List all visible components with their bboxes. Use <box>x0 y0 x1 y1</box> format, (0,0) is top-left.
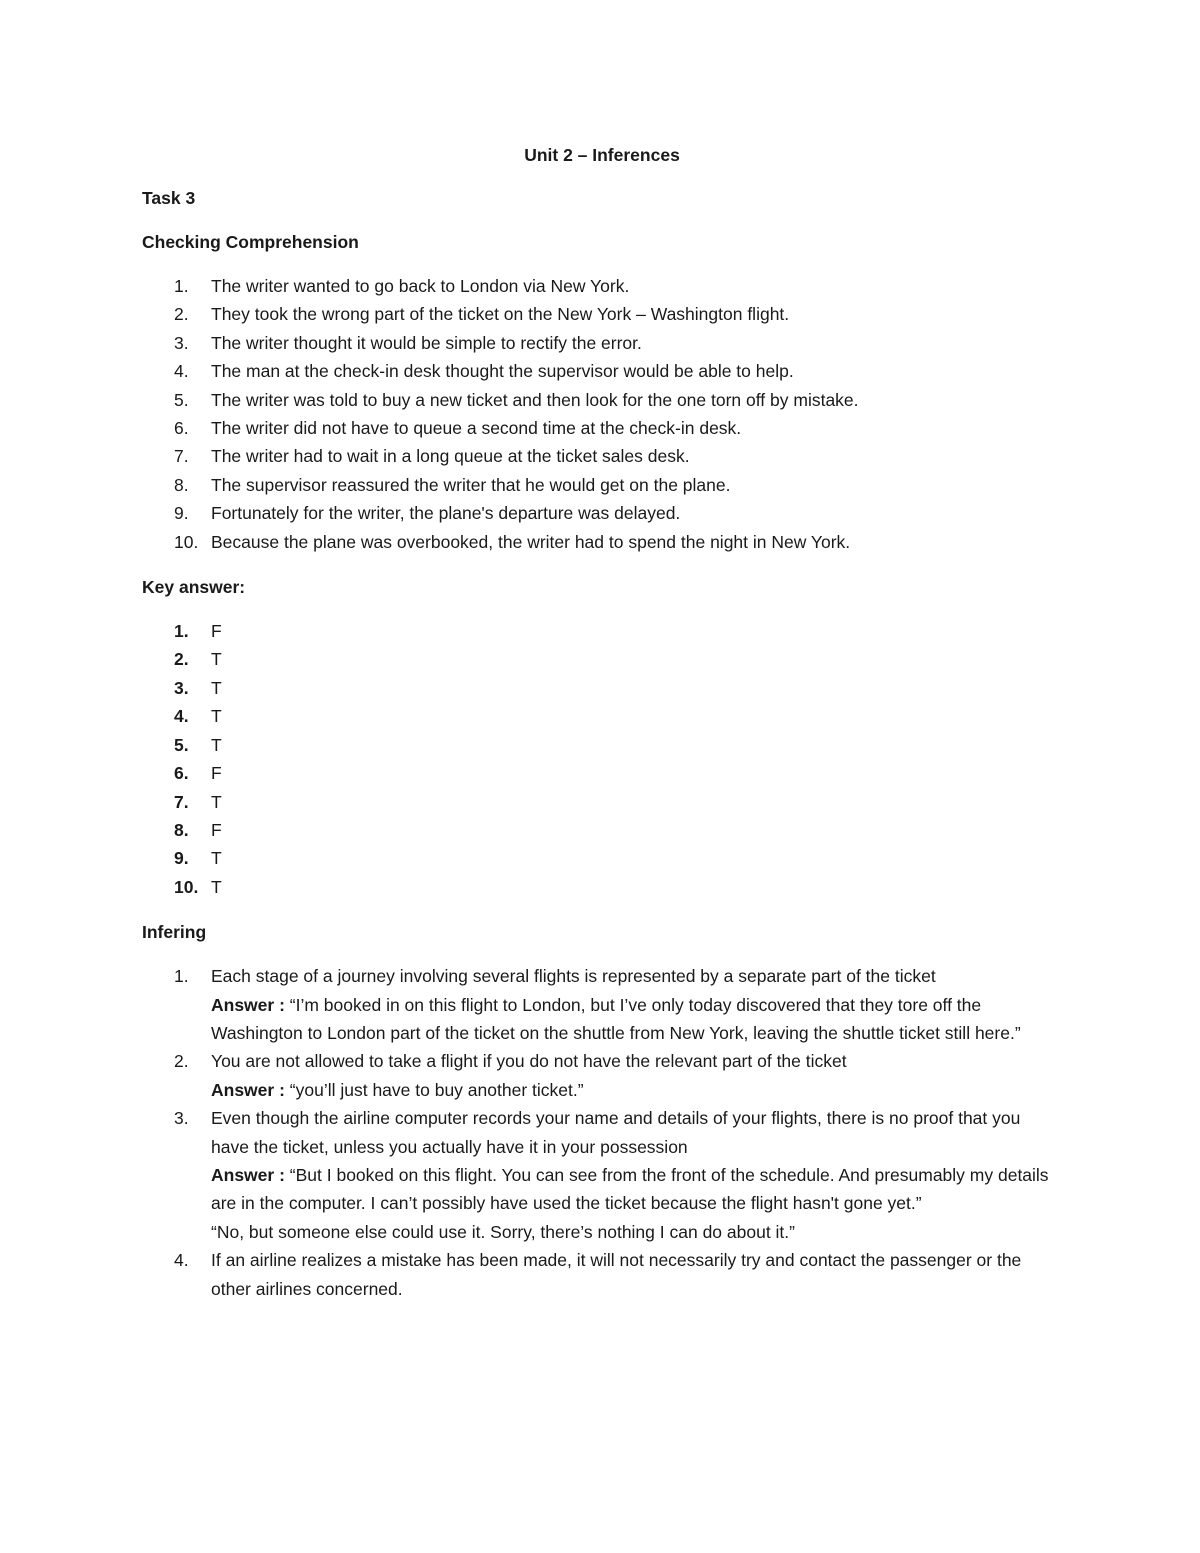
infer-statement: You are not allowed to take a flight if you do not have the relevant part of the ticket <box>211 1051 847 1072</box>
infer-answer: Answer : “I’m booked in on this flight to London, but I’ve only today discovered that they tore off the Washington to London part of the ticket on the shuttle from New York, leaving the shuttle ticket still here.” <box>211 994 1021 1043</box>
list-item: 8. The supervisor reassured the writer that he would get on the plane. <box>174 474 731 495</box>
key-answer-heading: Key answer: <box>142 577 246 598</box>
list-item: 2. T <box>174 649 222 670</box>
answer-label: Answer : <box>211 1164 285 1185</box>
list-item: 5. The writer was told to buy a new ticket and then look for the one torn off by mistake. <box>174 389 859 410</box>
list-item: 3. T <box>174 677 222 698</box>
list-item: 1. F <box>174 621 222 642</box>
list-item: 4. T <box>174 706 222 727</box>
infer-answer-extra: “No, but someone else could use it. Sorry, there’s nothing I can do about it.” <box>211 1221 795 1242</box>
answer-label: Answer : <box>211 994 285 1015</box>
list-item: 1. Each stage of a journey involving several flights is represented by a separate part of the ticket Answer : “I’m booked in on this flight to London, but I’ve only today discovered that they tore off the Washington to London part of the ticket on the shuttle from New York, leaving the shuttle ticket still here.” <box>142 962 1062 1047</box>
infer-answer: Answer : “you’ll just have to buy another ticket.” <box>211 1079 584 1100</box>
answer-label: Answer : <box>211 1079 285 1100</box>
list-item: 8. F <box>174 819 222 840</box>
list-item: 1. The writer wanted to go back to London via New York. <box>174 276 630 296</box>
list-item: 2. You are not allowed to take a flight if you do not have the relevant part of the ticket Answer : “you’ll just have to buy another ticket.” <box>142 1047 1062 1104</box>
document-title: Unit 2 – Inferences <box>524 145 680 165</box>
list-item: 4. The man at the check-in desk thought the supervisor would be able to help. <box>174 361 794 382</box>
list-item: 6. The writer did not have to queue a second time at the check-in desk. <box>174 418 742 439</box>
infer-statement: If an airline realizes a mistake has been made, it will not necessarily try and contact the passenger or the other airlines concerned. <box>211 1250 1022 1299</box>
list-item: 10. T <box>174 876 222 897</box>
list-item: 7. T <box>174 791 222 812</box>
infering-heading: Infering <box>142 922 207 943</box>
list-item: 7. The writer had to wait in a long queue at the ticket sales desk. <box>174 446 690 467</box>
list-item: 3. The writer thought it would be simple to rectify the error. <box>174 332 642 353</box>
infer-statement: Even though the airline computer records your name and details of your flights, there is no proof that you have the ticket, unless you actually have it in your possession <box>211 1108 1021 1157</box>
list-item: 6. F <box>174 763 222 784</box>
comprehension-list <box>142 272 1062 556</box>
list-item: 10. Because the plane was overbooked, the writer had to spend the night in New York. <box>174 531 851 552</box>
infering-list <box>142 962 1062 1303</box>
infer-statement: Each stage of a journey involving several flights is represented by a separate part of the ticket <box>211 966 936 987</box>
list-item: 9. Fortunately for the writer, the plane's departure was delayed. <box>174 503 681 524</box>
list-item: 4. If an airline realizes a mistake has been made, it will not necessarily try and contact the passenger or the other airlines concerned. <box>142 1246 1062 1303</box>
key-answer-list <box>142 617 1062 901</box>
list-item: 2. They took the wrong part of the ticket on the New York – Washington flight. <box>174 304 790 325</box>
comprehension-heading: Checking Comprehension <box>142 232 359 252</box>
document-content <box>142 140 1062 1303</box>
task-heading: Task 3 <box>142 188 196 208</box>
list-item: 9. T <box>174 848 222 869</box>
list-item: 3. Even though the airline computer records your name and details of your flights, there is no proof that you have the ticket, unless you actually have it in your possession Answer : “But I booked on this flight. You can see from the front of the schedule. And presumably my details are in the computer. I can’t possibly have used the ticket because the flight hasn't gone yet.” “No, but someone else could use it. Sorry, there’s nothing I can do about it.” <box>142 1104 1062 1246</box>
list-item: 5. T <box>174 734 222 755</box>
infer-answer: Answer : “But I booked on this flight. You can see from the front of the schedule. And presumably my details are in the computer. I can’t possibly have used the ticket because the flight hasn't gone yet.” <box>211 1164 1049 1214</box>
